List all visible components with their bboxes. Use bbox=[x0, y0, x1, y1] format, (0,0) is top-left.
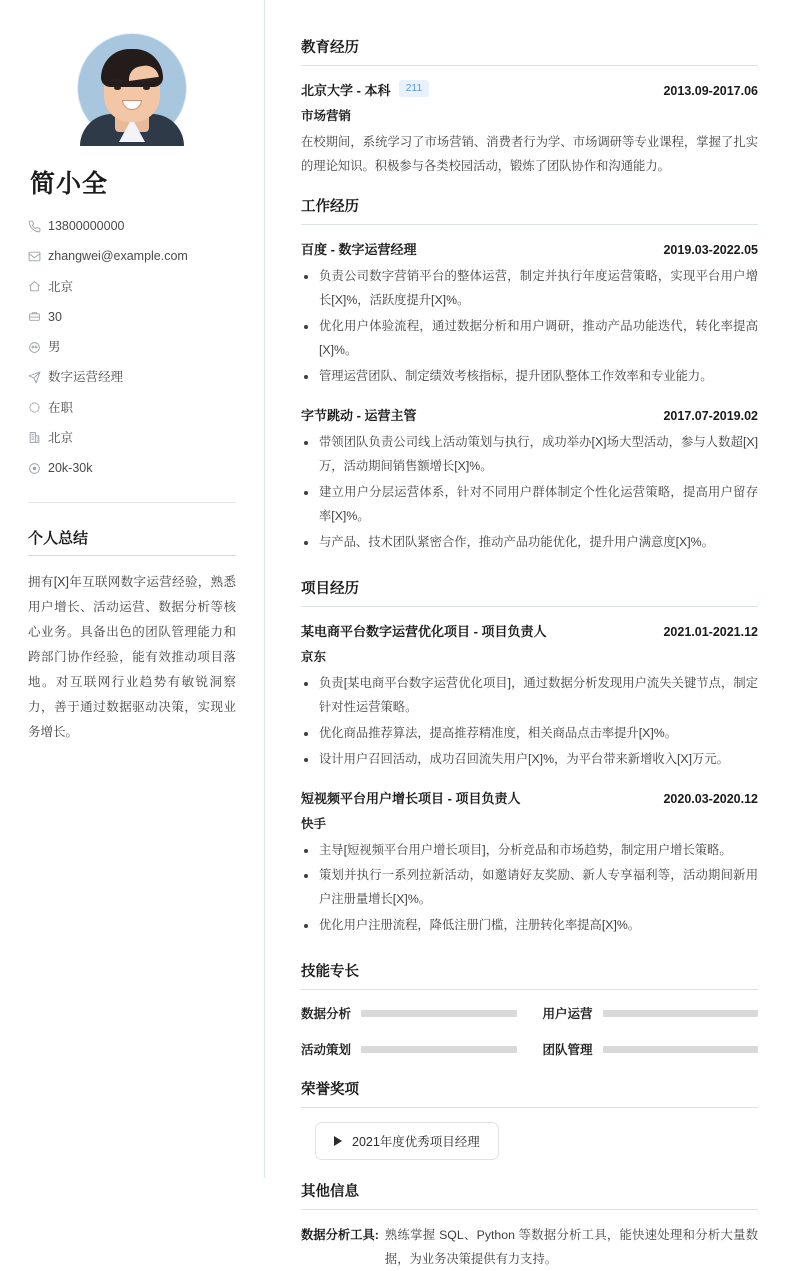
work-bullets bbox=[301, 265, 758, 389]
project-bullet: 优化用户注册流程，降低注册门槛，注册转化率提高[X]%。 bbox=[301, 914, 758, 938]
skill-progress-track bbox=[361, 1010, 516, 1017]
contact-value-city: 北京 bbox=[48, 279, 74, 294]
phone-icon bbox=[28, 220, 48, 233]
education-entry-head bbox=[301, 80, 758, 99]
section-work bbox=[301, 195, 758, 555]
main-content bbox=[265, 0, 794, 1266]
education-description: 在校期间，系统学习了市场营销、消费者行为学、市场调研等专业课程，掌握了扎实的理论知识。积极参与各类校园活动，锻炼了团队协作和沟通能力。 bbox=[301, 135, 758, 173]
skills-grid bbox=[301, 1004, 758, 1058]
summary-section-title: 个人总结 bbox=[28, 527, 236, 556]
avatar-eye-left bbox=[114, 86, 121, 90]
other-info-row bbox=[301, 1224, 758, 1271]
work-title: 百度 - 数字运营经理 bbox=[301, 241, 417, 257]
section-title-awards: 荣誉奖项 bbox=[301, 1078, 758, 1108]
section-awards bbox=[301, 1078, 758, 1160]
work-bullet: 负责公司数字营销平台的整体运营，制定并执行年度运营策略，实现平台用户增长[X]%，活跃度提升[X]%。 bbox=[301, 265, 758, 313]
work-date: 2017.07-2019.02 bbox=[663, 408, 758, 423]
contact-value-salary: 20k-30k bbox=[48, 461, 93, 475]
skill-item bbox=[543, 1004, 759, 1022]
education-school: 北京大学 - 本科 bbox=[301, 83, 391, 98]
section-title-skills: 技能专长 bbox=[301, 960, 758, 990]
contact-item-position bbox=[28, 369, 236, 385]
work-bullets bbox=[301, 431, 758, 555]
contact-item-phone bbox=[28, 218, 236, 234]
summary-text: 拥有[X]年互联网数字运营经验，熟悉用户增长、活动运营、数据分析等核心业务。具备出色的团队管理能力和跨部门协作经验，能有效推动项目落地。对互联网行业趋势有敏锐洞察力，善于通过数据驱动决策，实现业务增长。 bbox=[28, 575, 236, 740]
building-icon bbox=[28, 431, 48, 444]
section-education bbox=[301, 36, 758, 179]
work-bullet: 建立用户分层运营体系，针对不同用户群体制定个性化运营策略，提高用户留存率[X]%。 bbox=[301, 481, 758, 529]
section-skills bbox=[301, 960, 758, 1058]
contact-value-position: 数字运营经理 bbox=[48, 370, 124, 385]
project-bullets bbox=[301, 672, 758, 772]
project-date: 2021.01-2021.12 bbox=[663, 624, 758, 639]
award-chip[interactable] bbox=[315, 1122, 499, 1160]
section-title-work: 工作经历 bbox=[301, 195, 758, 225]
contact-item-gender bbox=[28, 339, 236, 355]
skill-item bbox=[301, 1040, 517, 1058]
id-card-icon bbox=[28, 310, 48, 323]
project-bullet: 负责[某电商平台数字运营优化项目]，通过数据分析发现用户流失关键节点，制定针对性运营策略。 bbox=[301, 672, 758, 720]
contact-item-email bbox=[28, 248, 236, 264]
project-company: 快手 bbox=[301, 816, 327, 831]
section-title-projects: 项目经历 bbox=[301, 577, 758, 607]
project-entry bbox=[301, 621, 758, 772]
work-entry-head bbox=[301, 239, 758, 258]
other-info-label: 数据分析工具: bbox=[301, 1228, 379, 1243]
contact-info-list bbox=[28, 218, 236, 476]
contact-item-status bbox=[28, 400, 236, 416]
project-date: 2020.03-2020.12 bbox=[663, 791, 758, 806]
project-entry bbox=[301, 788, 758, 939]
project-entry-head bbox=[301, 621, 758, 640]
education-major: 市场营销 bbox=[301, 109, 352, 123]
sidebar-divider bbox=[28, 502, 236, 503]
sidebar bbox=[0, 0, 265, 1178]
play-triangle-icon bbox=[334, 1136, 342, 1146]
envelope-icon bbox=[28, 250, 48, 263]
paper-plane-icon bbox=[28, 371, 48, 384]
skill-label: 数据分析 bbox=[301, 1007, 352, 1022]
education-entry bbox=[301, 80, 758, 179]
target-icon bbox=[28, 462, 48, 475]
project-title: 某电商平台数字运营优化项目 - 项目负责人 bbox=[301, 623, 547, 639]
education-date: 2013.09-2017.06 bbox=[663, 84, 758, 98]
contact-value-age: 30 bbox=[48, 309, 62, 324]
project-bullet: 设计用户召回活动，成功召回流失用户[X]%，为平台带来新增收入[X]万元。 bbox=[301, 748, 758, 772]
awards-list bbox=[315, 1122, 758, 1160]
education-school-line bbox=[301, 80, 429, 99]
contact-item-city bbox=[28, 279, 236, 295]
contact-value-phone: 13800000000 bbox=[48, 219, 125, 233]
award-label: 2021年度优秀项目经理 bbox=[352, 1135, 480, 1150]
avatar bbox=[78, 34, 186, 142]
refresh-icon bbox=[28, 401, 48, 414]
avatar-container bbox=[28, 34, 236, 142]
work-entry bbox=[301, 405, 758, 555]
project-title: 短视频平台用户增长项目 - 项目负责人 bbox=[301, 790, 521, 806]
skill-label: 用户运营 bbox=[542, 1007, 593, 1022]
contact-value-workplace: 北京 bbox=[48, 430, 74, 445]
contact-item-age bbox=[28, 309, 236, 325]
avatar-eye-right bbox=[143, 86, 150, 90]
education-badge-211: 211 bbox=[399, 80, 430, 97]
work-bullet: 带领团队负责公司线上活动策划与执行，成功举办[X]场大型活动，参与人数超[X]万，活动期间销售额增长[X]%。 bbox=[301, 431, 758, 479]
gender-icon bbox=[28, 341, 48, 354]
work-entry bbox=[301, 239, 758, 389]
skill-item bbox=[301, 1004, 517, 1022]
skill-progress-track bbox=[603, 1010, 758, 1017]
contact-item-workplace bbox=[28, 430, 236, 446]
work-bullet: 优化用户体验流程，通过数据分析和用户调研，推动产品功能迭代，转化率提高[X]%。 bbox=[301, 315, 758, 363]
contact-value-email: zhangwei@example.com bbox=[48, 249, 188, 264]
skill-label: 活动策划 bbox=[301, 1043, 352, 1058]
candidate-name: 简小全 bbox=[30, 170, 109, 198]
project-bullet: 主导[短视频平台用户增长项目]，分析竞品和市场趋势，制定用户增长策略。 bbox=[301, 839, 758, 863]
skill-item bbox=[543, 1040, 759, 1058]
project-bullet: 优化商品推荐算法，提高推荐精准度，相关商品点击率提升[X]%。 bbox=[301, 722, 758, 746]
section-title-other-info: 其他信息 bbox=[301, 1180, 758, 1210]
project-company: 京东 bbox=[301, 649, 327, 664]
project-entry-head bbox=[301, 788, 758, 807]
skill-label: 团队管理 bbox=[542, 1043, 593, 1058]
avatar-hair bbox=[101, 49, 163, 87]
skill-progress-track bbox=[361, 1046, 516, 1053]
work-title: 字节跳动 - 运营主管 bbox=[301, 407, 417, 423]
section-title-education: 教育经历 bbox=[301, 36, 758, 66]
other-info-value: 熟练掌握 SQL、Python 等数据分析工具，能快速处理和分析大量数据，为业务决策提供有力支持。 bbox=[384, 1228, 758, 1266]
contact-value-gender: 男 bbox=[48, 340, 61, 354]
skill-progress-track bbox=[603, 1046, 758, 1053]
work-bullet: 与产品、技术团队紧密合作，推动产品功能优化，提升用户满意度[X]%。 bbox=[301, 531, 758, 555]
section-projects bbox=[301, 577, 758, 939]
home-icon bbox=[28, 280, 48, 293]
project-bullet: 策划并执行一系列拉新活动，如邀请好友奖励、新人专享福利等，活动期间新用户注册量增长[X]%。 bbox=[301, 864, 758, 912]
section-other-info bbox=[301, 1180, 758, 1271]
work-entry-head bbox=[301, 405, 758, 424]
work-bullet: 管理运营团队、制定绩效考核指标，提升团队整体工作效率和专业能力。 bbox=[301, 365, 758, 389]
project-bullets bbox=[301, 839, 758, 939]
work-date: 2019.03-2022.05 bbox=[663, 242, 758, 257]
contact-value-status: 在职 bbox=[48, 400, 74, 415]
contact-item-salary bbox=[28, 460, 236, 476]
